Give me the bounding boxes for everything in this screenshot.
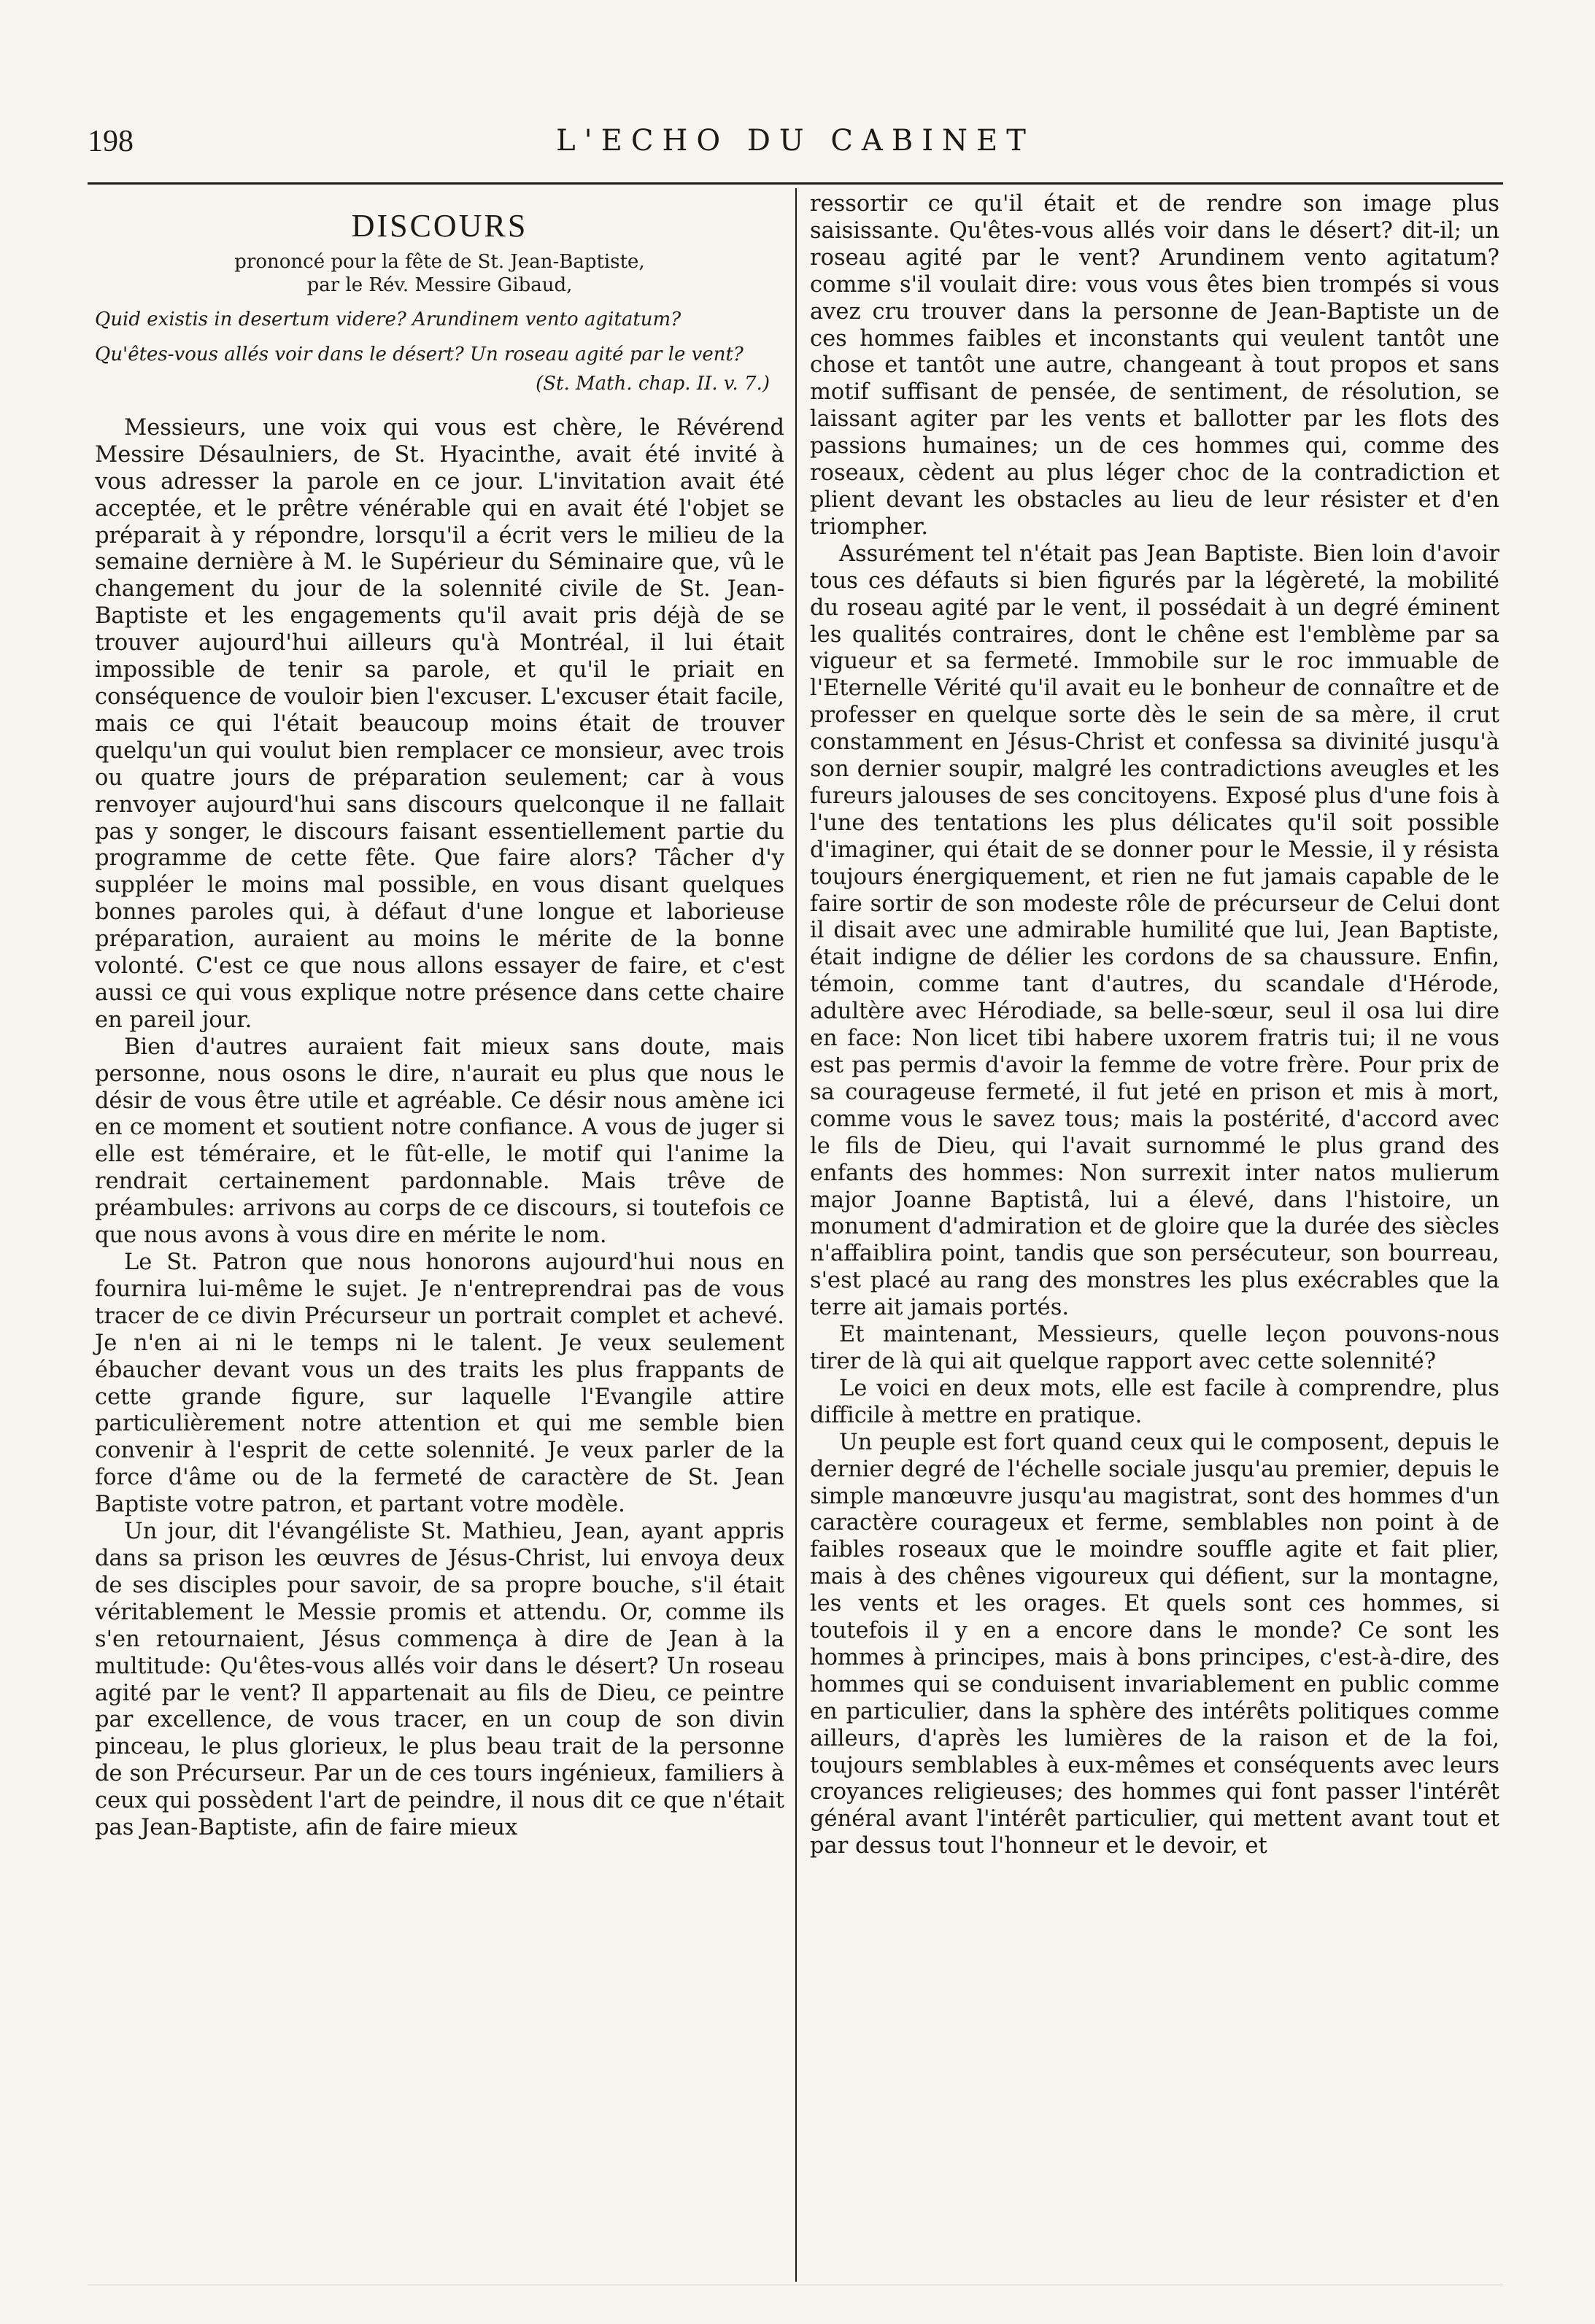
page-header (88, 124, 1503, 168)
paragraph: Bien d'autres auraient fait mieux sans doute, mais personne, nous osons le dire, n'aurait eu plus que nous le désir de vous être utile et agréable. Ce désir nous amène ici en ce moment et soutient notre confiance. A vous de juger si elle est téméraire, et le fût-elle, le motif qui l'anime la rendrait certainement pardonnable. Mais trêve de préambules: arrivons au corps de ce discours, si toutefois ce que nous avons à vous dire en mérite le nom. (95, 1034, 784, 1249)
header-rule (88, 182, 1503, 185)
epigraph-french: Qu'êtes-vous allés voir dans le désert? Un roseau agité par le vent? (95, 343, 744, 365)
page-number: 198 (88, 125, 134, 158)
column-divider (795, 188, 797, 2282)
article-subtitle-2: par le Rév. Messire Gibaud, (306, 274, 573, 296)
epigraph-latin: Quid existis in desertum videre? Arundinem vento agitatum? (95, 308, 681, 330)
article-title: DISCOURS (351, 208, 528, 244)
left-column (95, 191, 784, 1842)
paragraph: Un jour, dit l'évangéliste St. Mathieu, Jean, ayant appris dans sa prison les œuvres de Jésus-Christ, lui envoya deux de ses disciples pour savoir, de sa propre bouche, s'il était véritablement le Messie promis et attendu. Or, comme ils s'en retournaient, Jésus commença à dire de Jean à la multitude: Qu'êtes-vous allés voir dans le désert? Un roseau agité par le vent? Il appartenait au fils de Dieu, ce peintre par excellence, de vous tracer, en un coup de son divin pinceau, le plus glorieux, le plus beau trait de la personne de son Précurseur. Par un de ces tours ingénieux, familiers à ceux qui possèdent l'art de peindre, il nous dit ce que n'était pas Jean-Baptiste, afin de faire mieux (95, 1519, 784, 1841)
right-column (810, 191, 1499, 1860)
paragraph: Et maintenant, Messieurs, quelle leçon pouvons-nous tirer de là qui ait quelque rapport avec cette solennité? (810, 1322, 1499, 1374)
article-subtitle-1: prononcé pour la fête de St. Jean-Baptiste, (234, 250, 645, 273)
paragraph: ressortir ce qu'il était et de rendre son image plus saisissante. Qu'êtes-vous allés voir dans le désert? dit-il; un roseau agité par le vent? Arundinem vento agitatum? comme s'il voulait dire: vous vous êtes bien trompés si vous avez cru trouver dans la personne de Jean-Baptiste un de ces hommes faibles et inconstants qui veulent tantôt une chose et tantôt une autre, changeant à tout propos et sans motif suffisant de pensée, de sentiment, de résolution, se laissant agiter par les vents et ballotter par les flots des passions humaines; un de ces hommes qui, comme des roseaux, cèdent au plus léger choc de la contradiction et plient devant les obstacles au lieu de leur résister et d'en triompher. (810, 191, 1499, 540)
paragraph: Messieurs, une voix qui vous est chère, le Révérend Messire Désaulniers, de St. Hyacinthe, avait été invité à vous adresser la parole en ce jour. L'invitation avait été acceptée, et le prêtre vénérable qui en avait été l'objet se préparait à y répondre, lorsqu'il a écrit vers le milieu de la semaine dernière à M. le Supérieur du Séminaire que, vû le changement du jour de la solennité civile de St. Jean-Baptiste et les engagements qu'il avait pris déjà de se trouver aujourd'hui ailleurs qu'à Montréal, il lui était impossible de tenir sa parole, et qu'il le priait en conséquence de vouloir bien l'excuser. L'excuser était facile, mais ce qui l'était beaucoup moins était de trouver quelqu'un qui voulut bien remplacer ce monsieur, avec trois ou quatre jours de préparation seulement; car à vous renvoyer aujourd'hui sans discours quelconque il ne fallait pas y songer, le discours faisant essentiellement partie du programme de cette fête. Que faire alors? Tâcher d'y suppléer le moins mal possible, en vous disant quelques bonnes paroles qui, à défaut d'une longue et laborieuse préparation, auraient au moins le mérite de la bonne volonté. C'est ce que nous allons essayer de faire, et c'est aussi ce qui vous explique notre présence dans cette chaire en pareil jour. (95, 414, 784, 1033)
running-title: L'ECHO DU CABINET (556, 124, 1035, 158)
paragraph: Un peuple est fort quand ceux qui le composent, depuis le dernier degré de l'échelle sociale jusqu'au premier, depuis le simple manœuvre jusqu'au magistrat, sont des hommes d'un caractère courageux et ferme, semblables non point à de faibles roseaux que le moindre souffle agite et fait plier, mais à des chênes vigoureux qui défient, sur la montagne, les vents et les orages. Et quels sont ces hommes, si toutefois il y en a encore dans le monde? Ce sont les hommes à principes, mais à bons principes, c'est-à-dire, des hommes qui se conduisent invariablement en public comme en particulier, dans la sphère des intérêts politiques comme ailleurs, d'après les lumières de la raison et de la foi, toujours semblables à eux-mêmes et conséquents avec leurs croyances religieuses; des hommes qui font passer l'intérêt général avant l'intérêt particulier, qui mettent avant tout et par dessus tout l'honneur et le devoir, et (810, 1429, 1499, 1859)
paragraph: Le St. Patron que nous honorons aujourd'hui nous en fournira lui-même le sujet. Je n'entreprendrai pas de vous tracer de ce divin Précurseur un portrait complet et achevé. Je n'en ai ni le temps ni le talent. Je veux seulement ébaucher devant vous un des traits les plus frappants de cette grande figure, sur laquelle l'Evangile attire particulièrement notre attention et qui me semble bien convenir à l'esprit de cette solennité. Je veux parler de la force d'âme ou de la fermeté de caractère de St. Jean Baptiste votre patron, et partant votre modèle. (95, 1250, 784, 1518)
epigraph-reference: (St. Math. chap. II. v. 7.) (536, 372, 770, 395)
paragraph: Le voici en deux mots, elle est facile à comprendre, plus difficile à mettre en pratique. (810, 1375, 1499, 1428)
paragraph: Assurément tel n'était pas Jean Baptiste. Bien loin d'avoir tous ces défauts si bien figurés par la légèreté, la mobilité du roseau agité par le vent, il possédait à un degré éminent les qualités contraires, dont le chêne est l'emblème par sa vigueur et sa fermeté. Immobile sur le roc immuable de l'Eternelle Vérité qu'il avait eu le bonheur de connaître et de professer en quelque sorte dès le sein de sa mère, il crut constamment en Jésus-Christ et confessa sa divinité jusqu'à son dernier soupir, malgré les contradictions aveugles et les fureurs jalouses de ses concitoyens. Exposé plus d'une fois à l'une des tentations les plus délicates qu'il soit possible d'imaginer, qui était de se donner pour le Messie, il y résista toujours énergiquement, et rien ne fut jamais capable de le faire sortir de son modeste rôle de précurseur de Celui dont il disait avec une admirable humilité que lui, Jean Baptiste, était indigne de délier les cordons de sa chaussure. Enfin, témoin, comme tant d'autres, du scandale d'Hérode, adultère avec Hérodiade, sa belle-sœur, seul il osa lui dire en face: Non licet tibi habere uxorem fratris tui; il ne vous est pas permis d'avoir la femme de votre frère. Pour prix de sa courageuse fermeté, il fut jeté en prison et mis à mort, comme vous le savez tous; mais la postérité, d'accord avec le fils de Dieu, qui l'avait surnommé le plus grand des enfants des hommes: Non surrexit inter natos mulierum major Joanne Baptistâ, lui a élevé, dans l'histoire, un monument d'admiration et de gloire que la durée des siècles n'affaiblira point, tandis que son persécuteur, son bourreau, s'est placé au rang des monstres les plus exécrables que la terre ait jamais portés. (810, 541, 1499, 1321)
